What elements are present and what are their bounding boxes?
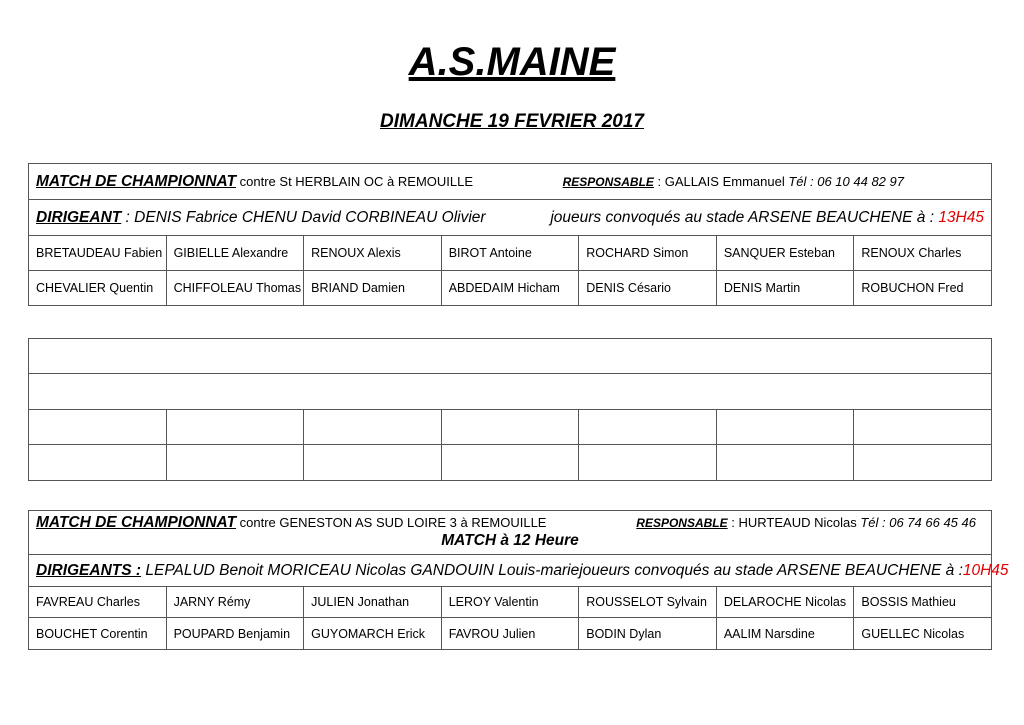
player-cell: JULIEN Jonathan bbox=[304, 587, 442, 618]
match1-responsable: RESPONSABLE : GALLAIS Emmanuel Tél : 06 10 44 82 97 bbox=[562, 174, 904, 189]
player-cell: FAVROU Julien bbox=[441, 618, 579, 650]
player-cell: ROUSSELOT Sylvain bbox=[579, 587, 717, 618]
player-cell: DENIS Martin bbox=[716, 271, 854, 306]
player-cell: FAVREAU Charles bbox=[29, 587, 167, 618]
match1-dirigeants: DIRIGEANT : DENIS Fabrice CHENU David CORBINEAU Olivier bbox=[36, 208, 486, 226]
player-cell: GUELLEC Nicolas bbox=[854, 618, 992, 650]
player-cell: DENIS Césario bbox=[579, 271, 717, 306]
match2-description: MATCH DE CHAMPIONNAT contre GENESTON AS SUD LOIRE 3 à REMOUILLE bbox=[36, 513, 547, 531]
event-date: DIMANCHE 19 FEVRIER 2017 bbox=[380, 111, 644, 132]
player-cell: CHIFFOLEAU Thomas bbox=[166, 271, 304, 306]
match1-info-row bbox=[29, 164, 992, 200]
player-cell: LEROY Valentin bbox=[441, 587, 579, 618]
player-cell: POUPARD Benjamin bbox=[166, 618, 304, 650]
table-row bbox=[29, 618, 992, 650]
match1-convocation: joueurs convoqués au stade ARSENE BEAUCHENE à : 13H45 bbox=[550, 208, 984, 226]
player-cell: BOUCHET Corentin bbox=[29, 618, 167, 650]
table-row bbox=[29, 236, 992, 271]
match2-info-row bbox=[29, 511, 992, 555]
player-cell: ROCHARD Simon bbox=[579, 236, 717, 271]
empty-row bbox=[29, 445, 992, 481]
player-cell: BODIN Dylan bbox=[579, 618, 717, 650]
match1-description: MATCH DE CHAMPIONNAT contre St HERBLAIN OC à REMOUILLE bbox=[36, 172, 474, 190]
empty-row bbox=[29, 410, 992, 445]
match2-dirigeant-row bbox=[29, 555, 992, 587]
player-cell: RENOUX Alexis bbox=[304, 236, 442, 271]
match1-table bbox=[28, 163, 992, 306]
player-cell: ROBUCHON Fred bbox=[854, 271, 992, 306]
match2-convocation: joueurs convoqués au stade ARSENE BEAUCHENE à :10H45 bbox=[579, 561, 1009, 579]
player-cell: GUYOMARCH Erick bbox=[304, 618, 442, 650]
match2-table bbox=[28, 510, 1009, 650]
player-cell: BOSSIS Mathieu bbox=[854, 587, 992, 618]
match1-dirigeant-row bbox=[29, 200, 992, 236]
player-cell: BRIAND Damien bbox=[304, 271, 442, 306]
player-cell: GIBIELLE Alexandre bbox=[166, 236, 304, 271]
match2-responsable: RESPONSABLE : HURTEAUD Nicolas Tél : 06 74 66 45 46 bbox=[636, 515, 976, 530]
empty-table bbox=[28, 338, 992, 481]
player-cell: RENOUX Charles bbox=[854, 236, 992, 271]
table-row bbox=[29, 271, 992, 306]
page-title: A.S.MAINE bbox=[408, 40, 616, 84]
match2-dirigeants: DIRIGEANTS : LEPALUD Benoit MORICEAU Nicolas GANDOUIN Louis-marie bbox=[36, 561, 580, 579]
empty-row bbox=[29, 339, 992, 374]
match2-time: MATCH à 12 Heure bbox=[441, 531, 579, 549]
player-cell: ABDEDAIM Hicham bbox=[441, 271, 579, 306]
player-cell: JARNY Rémy bbox=[166, 587, 304, 618]
player-cell: AALIM Narsdine bbox=[716, 618, 854, 650]
empty-row bbox=[29, 374, 992, 410]
player-cell: BRETAUDEAU Fabien bbox=[29, 236, 167, 271]
player-cell: BIROT Antoine bbox=[441, 236, 579, 271]
player-cell: DELAROCHE Nicolas bbox=[716, 587, 854, 618]
player-cell: CHEVALIER Quentin bbox=[29, 271, 167, 306]
table-row bbox=[29, 587, 992, 618]
player-cell: SANQUER Esteban bbox=[716, 236, 854, 271]
